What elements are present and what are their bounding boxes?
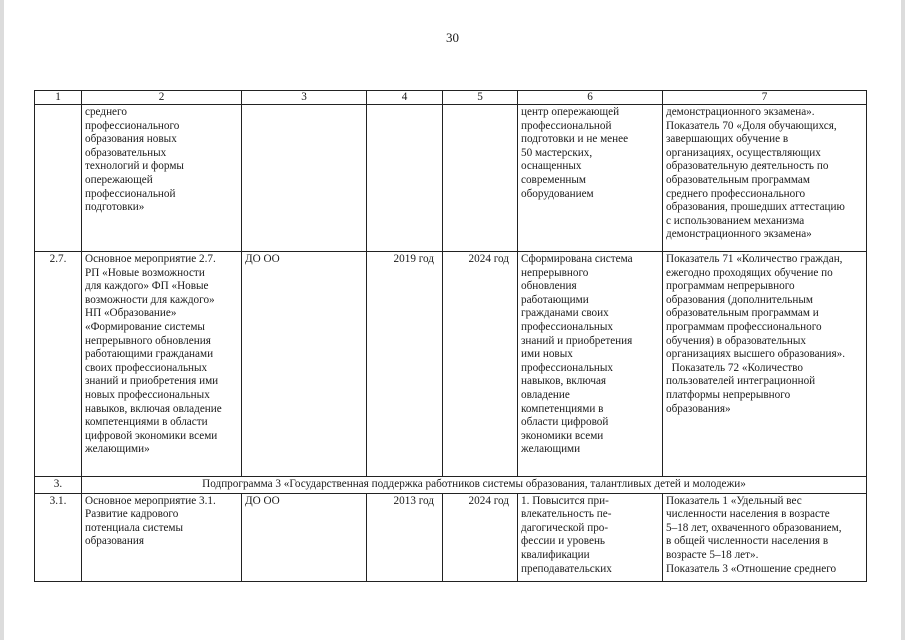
table-row [35,493,867,581]
activity-cell: среднего профессионального образования новых образовательных технологий и формы опережающей профессиональной подготовки» [82,105,242,252]
end-year-cell: 2024 год [443,493,518,581]
subprogram-row [35,477,867,494]
executor-cell [242,105,367,252]
activity-cell: Основное мероприятие 2.7. РП «Новые возможности для каждого» ФП «Новые возможности для каждого» НП «Образование» «Формирование системы непрерывного обновления работающими гражданами своих профессиональных знаний и приобретения ими новых профессиональных навыков, включая овладение компетенциями в области цифровой экономики всеми желающими» [82,252,242,477]
result-cell: центр опережающей профессиональной подготовки и не менее 50 мастерских, оснащенных современным оборудованием [518,105,663,252]
table-row [35,252,867,477]
indicator-cell: демонстрационного экзамена». Показатель 70 «Доля обучающихся, завершающих обучение в организациях, осуществляющих образовательную деятельность по образовательным программам среднего профессионального образования, прошедших аттестацию с использованием механизма демонстрационного экзамена» [663,105,867,252]
start-year-cell: 2019 год [367,252,443,477]
executor-cell: ДО ОО [242,493,367,581]
end-year-cell [443,105,518,252]
header-cell-6: 6 [518,91,663,105]
page-number: 30 [446,30,459,45]
start-year-cell [367,105,443,252]
indicator-cell: Показатель 1 «Удельный вес численности населения в возрасте 5–18 лет, охваченного образованием, в общей численности населения в возрасте 5–18 лет». Показатель 3 «Отношение среднего [663,493,867,581]
end-year-cell: 2024 год [443,252,518,477]
scan-edge-right [901,0,905,640]
executor-cell: ДО ОО [242,252,367,477]
header-cell-4: 4 [367,91,443,105]
row-number: 2.7. [35,252,82,477]
subprogram-title: Подпрограмма 3 «Государственная поддержка работников системы образования, талантливых детей и молодежи» [82,477,867,494]
table-row [35,105,867,252]
result-cell: Сформирована система непрерывного обновления работающими гражданами своих профессиональных знаний и приобретения ими новых профессиональных навыков, включая овладение компетенциями в области цифровой экономики всеми желающими [518,252,663,477]
result-cell: 1. Повысится при- влекательность пе- дагогической про- фессии и уровень квалификации преподавательских [518,493,663,581]
header-cell-3: 3 [242,91,367,105]
header-cell-2: 2 [82,91,242,105]
activity-cell: Основное мероприятие 3.1. Развитие кадрового потенциала системы образования [82,493,242,581]
program-table [34,90,867,582]
indicator-cell: Показатель 71 «Количество граждан, ежегодно проходящих обучение по программам непрерывного образования (дополнительным образовательным программам и программам профессионального обучения) в образовательных организациях высшего образования». Показатель 72 «Количество пользователей интеграционной платформы непрерывного образования» [663,252,867,477]
row-number [35,105,82,252]
start-year-cell: 2013 год [367,493,443,581]
header-cell-7: 7 [663,91,867,105]
header-row [35,91,867,105]
header-cell-5: 5 [443,91,518,105]
header-cell-1: 1 [35,91,82,105]
row-number: 3.1. [35,493,82,581]
scan-edge-left [0,0,4,640]
subprogram-number: 3. [35,477,82,494]
